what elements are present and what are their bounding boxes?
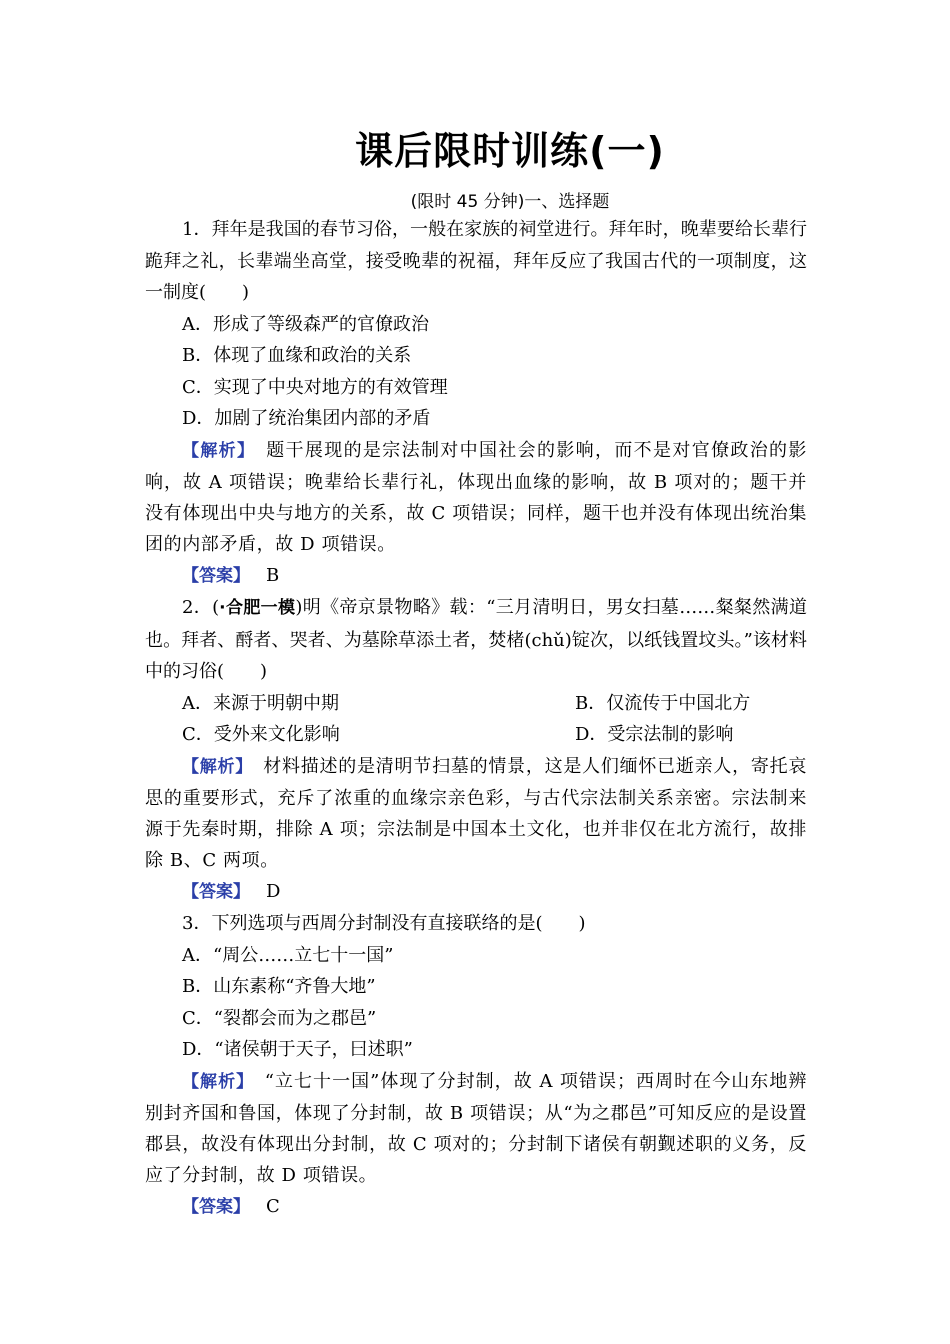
question-2-option-a: A．来源于明朝中期	[182, 692, 339, 714]
question-2-option-b: B．仅流传于中国北方	[575, 692, 751, 714]
question-2-answer-value: D	[266, 880, 281, 902]
question-1-stem: 1．拜年是我国的春节习俗，一般在家族的祠堂进行。拜年时，晚辈要给长辈行跪拜之礼，长辈端坐高堂，接受晚辈的祝福，拜年反应了我国古代的一项制度，这一制度( )	[145, 219, 807, 303]
question-2-options-row-1	[145, 688, 807, 720]
answer-tag: 【答案】	[182, 1196, 250, 1217]
question-1-option-d: D．加剧了统治集团内部的矛盾	[182, 408, 431, 429]
question-2-option-c: C．受外来文化影响	[182, 724, 340, 745]
question-2-options-row-2	[145, 719, 807, 751]
question-2-stem-text: )明《帝京景物略》载：“三月清明日，男女扫墓……粲粲然满道也。拜者、酹者、哭者、为墓除草添土者，焚楮(chǔ)锭次，以纸钱置坟头。”该材料中的习俗( )	[145, 597, 807, 682]
question-2-analysis-text: 材料描述的是清明节扫墓的情景，这是人们缅怀已逝亲人，寄托哀思的重要形式，充斥了浓重的血缘宗亲色彩，与古代宗法制关系亲密。宗法制来源于先秦时期，排除 A 项；宗法制是中国本土文化，也并非仅在北方流行，故排除 B、C 两项。	[145, 755, 807, 871]
question-1-option-b: B．体现了血缘和政治的关系	[182, 345, 412, 366]
question-3-answer	[145, 1191, 807, 1224]
answer-tag: 【答案】	[182, 881, 250, 902]
question-1-analysis-text: 题干展现的是宗法制对中国社会的影响，而不是对官僚政治的影响，故 A 项错误；晚辈给长辈行礼，体现出血缘的影响，故 B 项对的；题干并没有体现出中央与地方的关系，故 C 项错误；同样，题干也并没有体现出统治集团的内部矛盾，故 D 项错误。	[145, 439, 808, 555]
question-2-number: 2．(	[182, 597, 220, 618]
question-3-option-a: A．“周公……立七十一国”	[182, 944, 394, 966]
question-1-answer-value: B	[266, 564, 280, 586]
answer-tag: 【答案】	[182, 565, 250, 586]
question-1-option-a: A．形成了等级森严的官僚政治	[182, 313, 429, 335]
analysis-tag: 【解析】	[182, 1071, 246, 1092]
question-3-analysis	[145, 1066, 807, 1191]
page-title: 课后限时训练(一)	[355, 129, 665, 173]
analysis-tag: 【解析】	[182, 756, 245, 777]
question-3-option-d: D．“诸侯朝于天子，曰述职”	[182, 1039, 413, 1060]
question-2-answer	[145, 876, 807, 909]
question-2-stem	[145, 592, 807, 688]
question-3-stem: 3．下列选项与西周分封制没有直接联络的是( )	[182, 913, 586, 934]
question-3-answer-value: C	[266, 1195, 280, 1217]
question-1-answer	[145, 560, 807, 593]
question-2-option-d: D．受宗法制的影响	[575, 724, 734, 745]
question-3-option-b: B．山东素称“齐鲁大地”	[182, 976, 376, 997]
question-2-source: ·合肥一模	[219, 598, 296, 618]
question-1-analysis	[145, 435, 807, 560]
question-3-analysis-text: “立七十一国”体现了分封制，故 A 项错误；西周时在今山东地辨别封齐国和鲁国，体现了分封制，故 B 项错误；从“为之郡邑”可知反应的是设置郡县，故没有体现出分封制，故 C 项对的；分封制下诸侯有朝觐述职的义务，反应了分封制，故 D 项错误。	[145, 1070, 807, 1186]
page-subtitle: (限时 45 分钟)一、选择题	[410, 192, 610, 212]
question-list	[145, 214, 807, 1223]
question-1-option-c: C．实现了中央对地方的有效管理	[182, 376, 448, 398]
question-2-analysis	[145, 751, 807, 876]
question-3-option-c: C．“裂都会而为之郡邑”	[182, 1007, 377, 1029]
analysis-tag: 【解析】	[182, 440, 247, 461]
